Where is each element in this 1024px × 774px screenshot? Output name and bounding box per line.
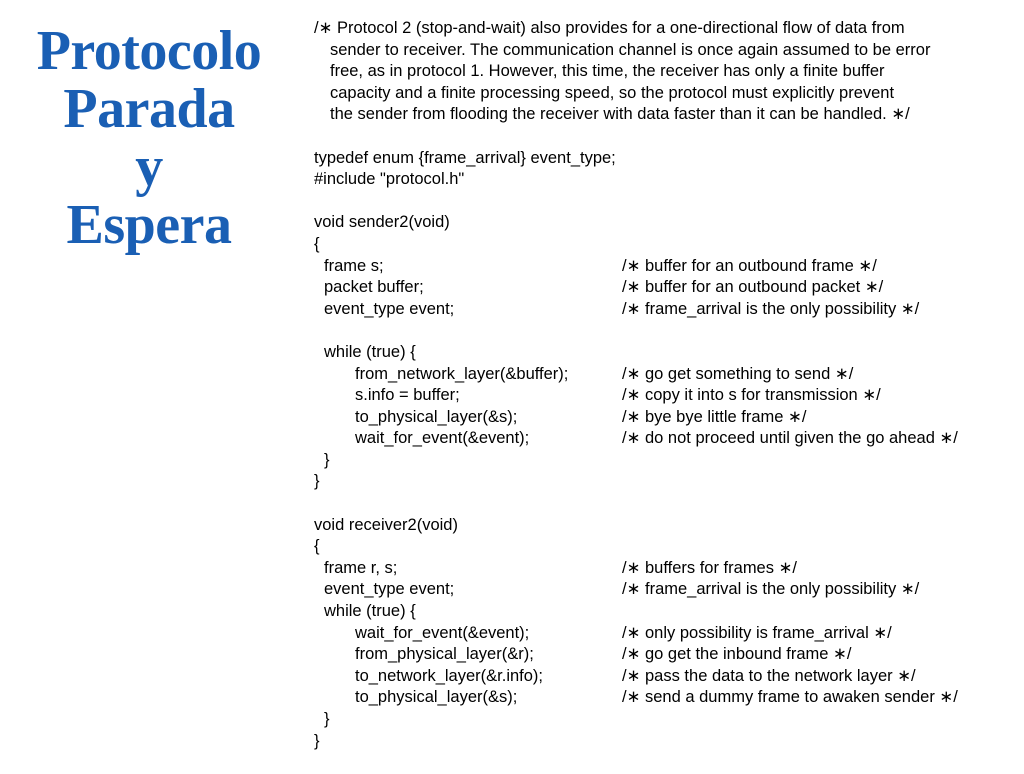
code-text: typedef enum {frame_arrival} event_type; [314, 148, 616, 167]
code-text: s.info = buffer; [355, 386, 460, 405]
title-line-espera: Espera [66, 194, 232, 256]
code-text: sender to receiver. The communication channel is once again assumed to be error [330, 40, 931, 59]
code-text: from_network_layer(&buffer); [355, 364, 569, 383]
sender-inner-close [314, 450, 1020, 472]
blank-line [314, 493, 1020, 515]
title-line-y: y [135, 136, 163, 198]
sender-open-brace [314, 234, 1020, 256]
code-comment: /∗ frame_arrival is the only possibility ∗/ [622, 299, 920, 318]
code-text: wait_for_event(&event); [355, 429, 530, 448]
code-comment: /∗ frame_arrival is the only possibility ∗/ [622, 580, 920, 599]
sender-body-line [314, 428, 1020, 450]
sender-body-line [314, 385, 1020, 407]
sender-body-line [314, 407, 1020, 429]
title-line-protocolo: Protocolo [36, 20, 262, 82]
code-text: } [314, 731, 320, 750]
receiver-open-brace [314, 536, 1020, 558]
code-comment: /∗ go get something to send ∗/ [622, 364, 854, 383]
receiver-signature-line [314, 515, 1020, 537]
blank-line [314, 320, 1020, 342]
receiver-body-line [314, 644, 1020, 666]
slide-title [0, 22, 298, 254]
code-text: wait_for_event(&event); [355, 623, 530, 642]
code-text: to_physical_layer(&s); [355, 407, 518, 426]
header-comment-line [314, 83, 1020, 105]
code-text: while (true) { [324, 342, 416, 361]
receiver-body-line [314, 687, 1020, 709]
sender-while-line [314, 342, 1020, 364]
code-comment: /∗ go get the inbound frame ∗/ [622, 645, 852, 664]
code-text: frame r, s; [324, 558, 398, 577]
receiver-inner-close [314, 709, 1020, 731]
title-line-parada: Parada [63, 78, 235, 140]
code-text: { [314, 234, 320, 253]
code-comment: /∗ do not proceed until given the go ahead ∗/ [622, 429, 958, 448]
include-line [314, 169, 1020, 191]
code-text: { [314, 537, 320, 556]
code-text: } [324, 450, 330, 469]
code-text: } [314, 472, 320, 491]
code-comment: /∗ buffer for an outbound frame ∗/ [622, 256, 877, 275]
receiver-decl-line [314, 558, 1020, 580]
receiver-decl-line [314, 579, 1020, 601]
code-text: void sender2(void) [314, 213, 450, 232]
receiver-body-line [314, 623, 1020, 645]
receiver-while-line [314, 601, 1020, 623]
code-text: frame s; [324, 256, 384, 275]
receiver-close-brace [314, 731, 1020, 753]
code-text: from_physical_layer(&r); [355, 645, 534, 664]
sender-decl-line [314, 256, 1020, 278]
code-comment: /∗ buffer for an outbound packet ∗/ [622, 278, 884, 297]
code-text: packet buffer; [324, 278, 424, 297]
receiver-body-line [314, 666, 1020, 688]
blank-line [314, 191, 1020, 213]
code-comment: /∗ only possibility is frame_arrival ∗/ [622, 623, 892, 642]
code-text: capacity and a finite processing speed, so the protocol must explicitly prevent [330, 83, 895, 102]
sender-body-line [314, 364, 1020, 386]
code-text: the sender from flooding the receiver with data faster than it can be handled. ∗/ [330, 105, 910, 124]
code-text: to_network_layer(&r.info); [355, 666, 544, 685]
sender-decl-line [314, 299, 1020, 321]
code-text: to_physical_layer(&s); [355, 688, 518, 707]
code-text: #include "protocol.h" [314, 170, 465, 189]
code-text: free, as in protocol 1. However, this time, the receiver has only a finite buffer [330, 62, 885, 81]
sender-signature-line [314, 212, 1020, 234]
code-text: while (true) { [324, 602, 416, 621]
code-comment: /∗ bye bye little frame ∗/ [622, 407, 807, 426]
header-comment-line [314, 104, 1020, 126]
header-comment-line [314, 61, 1020, 83]
blank-line [314, 126, 1020, 148]
code-comment: /∗ pass the data to the network layer ∗/ [622, 666, 916, 685]
code-text: } [324, 710, 330, 728]
sender-close-brace [314, 471, 1020, 493]
sender-decl-line [314, 277, 1020, 299]
header-comment-line [314, 18, 1020, 40]
code-text: /∗ Protocol 2 (stop-and-wait) also provides for a one-directional flow of data from [314, 19, 905, 37]
code-text: void receiver2(void) [314, 515, 458, 534]
code-comment: /∗ send a dummy frame to awaken sender ∗/ [622, 688, 958, 707]
code-comment: /∗ buffers for frames ∗/ [622, 558, 797, 577]
code-text: event_type event; [324, 299, 455, 318]
code-text: event_type event; [324, 580, 455, 599]
code-comment: /∗ copy it into s for transmission ∗/ [622, 386, 881, 405]
code-listing [314, 18, 1020, 752]
typedef-line [314, 148, 1020, 170]
header-comment-line [314, 40, 1020, 62]
